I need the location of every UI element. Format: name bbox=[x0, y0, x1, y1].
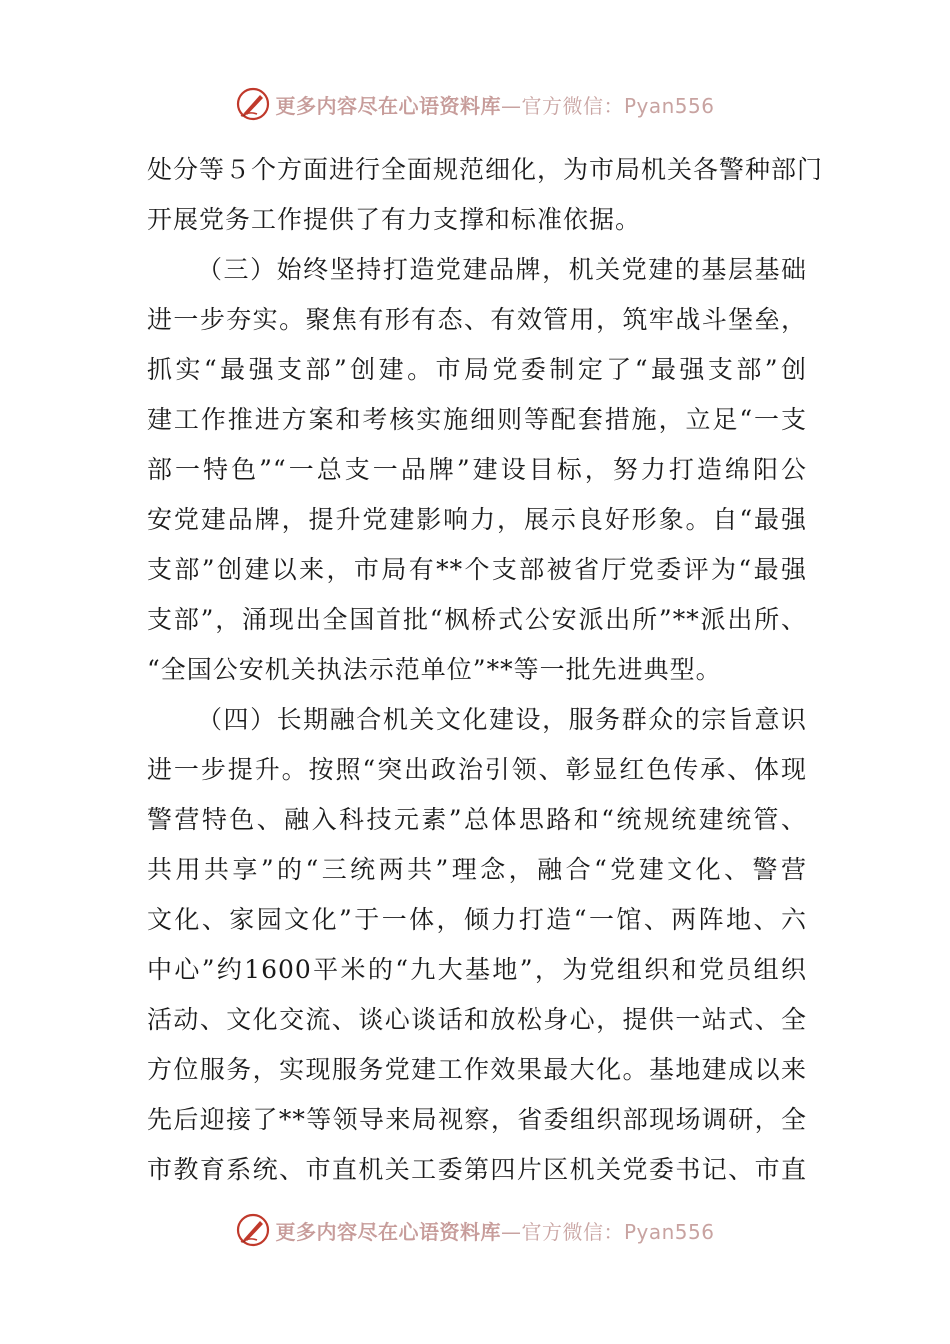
body-line: 建工作推进方案和考核实施细则等配套措施，立足“一支 bbox=[147, 405, 807, 434]
body-line: 部一特色”“一总支一品牌”建设目标，努力打造绵阳公 bbox=[147, 455, 807, 484]
footer-watermark-banner bbox=[0, 1208, 950, 1252]
body-line: 抓实“最强支部”创建。市局党委制定了“最强支部”创 bbox=[147, 355, 807, 384]
body-line: 中心”约1600平米的“九大基地”，为党组织和党员组织 bbox=[147, 955, 807, 984]
watermark-brand: 更多内容尽在心语资料库 bbox=[275, 1219, 501, 1244]
body-line: 支部”创建以来，市局有**个支部被省厅党委评为“最强 bbox=[147, 555, 807, 584]
body-line: 处分等５个方面进行全面规范细化，为市局机关各警种部门 bbox=[147, 155, 824, 184]
body-line: 活动、文化交流、谈心谈话和放松身心，提供一站式、全 bbox=[147, 1005, 807, 1034]
body-line: 文化、家园文化”于一体，倾力打造“一馆、两阵地、六 bbox=[147, 905, 807, 934]
body-line: 进一步夯实。聚焦有形有态、有效管用，筑牢战斗堡垒， bbox=[147, 305, 807, 334]
body-line: 方位服务，实现服务党建工作效果最大化。基地建成以来 bbox=[147, 1055, 807, 1084]
watermark-dash: — bbox=[500, 93, 522, 118]
watermark-wechat: 官方微信：Pyan556 bbox=[521, 93, 715, 118]
watermark-dash: — bbox=[500, 1219, 522, 1244]
body-line: 市教育系统、市直机关工委第四片区机关党委书记、市直 bbox=[147, 1155, 807, 1184]
watermark-wechat: 官方微信：Pyan556 bbox=[521, 1219, 715, 1244]
body-line: 先后迎接了**等领导来局视察，省委组织部现场调研，全 bbox=[147, 1105, 807, 1134]
watermark-text bbox=[275, 90, 714, 119]
body-line: 警营特色、融入科技元素”总体思路和“统规统建统管、 bbox=[147, 805, 807, 834]
watermark-text bbox=[275, 1216, 714, 1245]
header-watermark-banner bbox=[0, 82, 950, 126]
document-body bbox=[147, 145, 824, 1195]
pen-circle-logo-icon bbox=[235, 1212, 271, 1248]
watermark-brand: 更多内容尽在心语资料库 bbox=[275, 93, 501, 118]
body-line: “全国公安机关执法示范单位”**等一批先进典型。 bbox=[147, 655, 722, 684]
body-line: 开展党务工作提供了有力支撑和标准依据。 bbox=[147, 205, 642, 234]
pen-circle-logo-icon bbox=[235, 86, 271, 122]
body-line: 安党建品牌，提升党建影响力，展示良好形象。自“最强 bbox=[147, 505, 807, 534]
body-line: 共用共享”的“三统两共”理念，融合“党建文化、警营 bbox=[147, 855, 807, 884]
section-heading-line: （三）始终坚持打造党建品牌，机关党建的基层基础 bbox=[197, 255, 807, 284]
section-heading-line: （四）长期融合机关文化建设，服务群众的宗旨意识 bbox=[197, 705, 807, 734]
body-line: 进一步提升。按照“突出政治引领、彰显红色传承、体现 bbox=[147, 755, 807, 784]
body-line: 支部”，涌现出全国首批“枫桥式公安派出所”**派出所、 bbox=[147, 605, 807, 634]
